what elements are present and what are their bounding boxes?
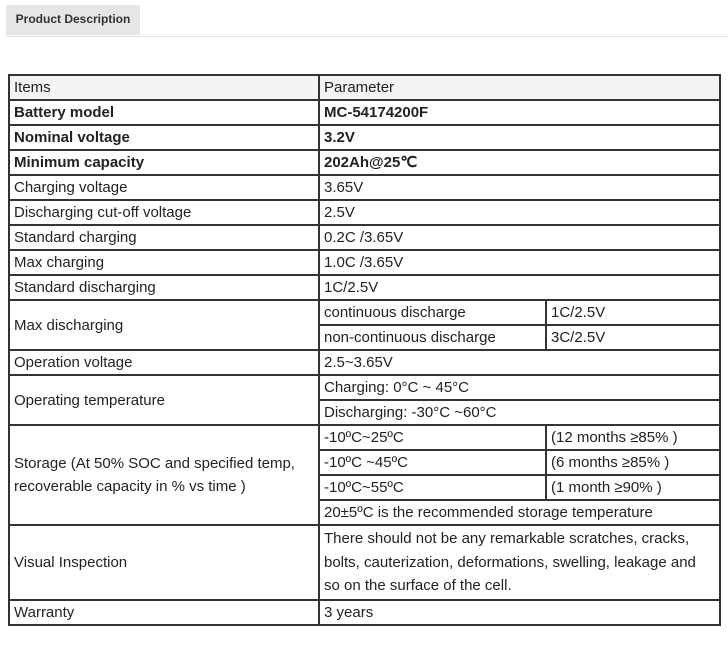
table-row bbox=[9, 600, 720, 625]
spec-table bbox=[8, 74, 721, 626]
parameter-value: 1C/2.5V bbox=[319, 275, 720, 300]
parameter-condition: -10ºC ~45ºC bbox=[319, 450, 546, 475]
tab-bar bbox=[6, 5, 728, 37]
parameter-value: 1C/2.5V bbox=[546, 300, 720, 325]
item-label: Minimum capacity bbox=[9, 150, 319, 175]
header-items: Items bbox=[9, 75, 319, 100]
table-row bbox=[9, 525, 720, 600]
item-label: Visual Inspection bbox=[9, 525, 319, 600]
item-label: Battery model bbox=[9, 100, 319, 125]
parameter-value: (6 months ≥85% ) bbox=[546, 450, 720, 475]
table-row bbox=[9, 100, 720, 125]
table-row bbox=[9, 375, 720, 400]
table-row bbox=[9, 350, 720, 375]
parameter-value: MC-54174200F bbox=[319, 100, 720, 125]
parameter-value: 2.5V bbox=[319, 200, 720, 225]
table-row bbox=[9, 425, 720, 450]
table-row bbox=[9, 175, 720, 200]
table-row bbox=[9, 250, 720, 275]
parameter-value: 2.5~3.65V bbox=[319, 350, 720, 375]
parameter-value: 20±5ºC is the recommended storage temperature bbox=[319, 500, 720, 525]
header-parameter: Parameter bbox=[319, 75, 720, 100]
parameter-value: 3.2V bbox=[319, 125, 720, 150]
item-label: Charging voltage bbox=[9, 175, 319, 200]
table-row bbox=[9, 225, 720, 250]
table-row bbox=[9, 275, 720, 300]
table-header-row bbox=[9, 75, 720, 100]
parameter-condition: non-continuous discharge bbox=[319, 325, 546, 350]
parameter-value: 3C/2.5V bbox=[546, 325, 720, 350]
parameter-value: 0.2C /3.65V bbox=[319, 225, 720, 250]
parameter-value: There should not be any remarkable scratches, cracks, bolts, cauterization, deformations, swelling, leakage and so on the surface of the cell. bbox=[319, 525, 720, 600]
item-label: Nominal voltage bbox=[9, 125, 319, 150]
parameter-value: Discharging: -30°C ~60°C bbox=[319, 400, 720, 425]
parameter-condition: -10ºC~55ºC bbox=[319, 475, 546, 500]
table-row bbox=[9, 200, 720, 225]
parameter-value: 202Ah@25℃ bbox=[319, 150, 720, 175]
table-row bbox=[9, 125, 720, 150]
item-label: Warranty bbox=[9, 600, 319, 625]
table-row bbox=[9, 300, 720, 325]
parameter-value: 3.65V bbox=[319, 175, 720, 200]
item-label: Storage (At 50% SOC and specified temp, recoverable capacity in % vs time ) bbox=[9, 425, 319, 525]
item-label: Max discharging bbox=[9, 300, 319, 350]
parameter-condition: continuous discharge bbox=[319, 300, 546, 325]
item-label: Standard charging bbox=[9, 225, 319, 250]
item-label: Max charging bbox=[9, 250, 319, 275]
item-label: Standard discharging bbox=[9, 275, 319, 300]
item-label: Operation voltage bbox=[9, 350, 319, 375]
item-label: Operating temperature bbox=[9, 375, 319, 425]
parameter-condition: -10ºC~25ºC bbox=[319, 425, 546, 450]
parameter-value: 1.0C /3.65V bbox=[319, 250, 720, 275]
table-row bbox=[9, 150, 720, 175]
parameter-value: Charging: 0°C ~ 45°C bbox=[319, 375, 720, 400]
parameter-value: (12 months ≥85% ) bbox=[546, 425, 720, 450]
parameter-value: (1 month ≥90% ) bbox=[546, 475, 720, 500]
parameter-value: 3 years bbox=[319, 600, 720, 625]
tab-product-description[interactable]: Product Description bbox=[6, 5, 140, 35]
item-label: Discharging cut-off voltage bbox=[9, 200, 319, 225]
